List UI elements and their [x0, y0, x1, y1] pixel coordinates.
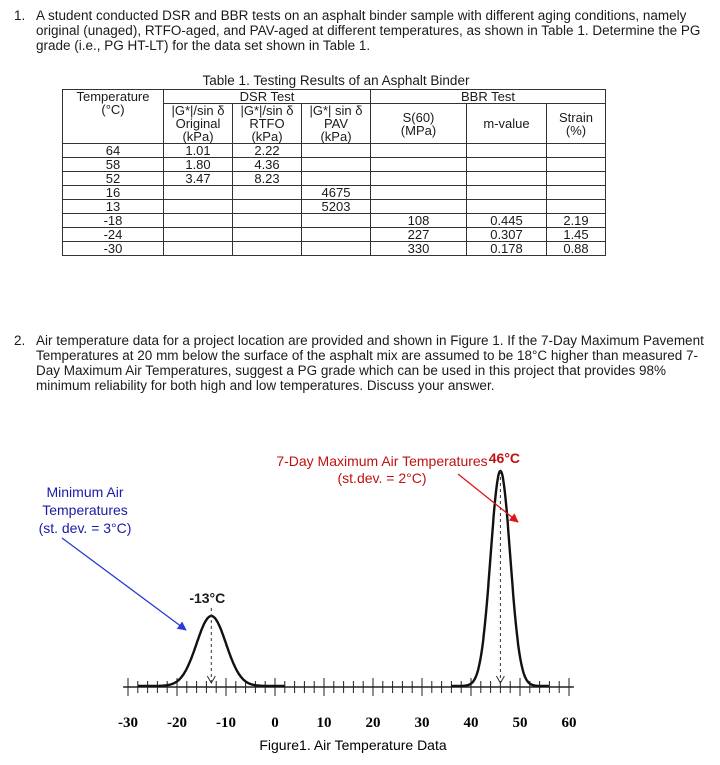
x-axis — [118, 678, 577, 731]
air-temperature-figure — [0, 410, 720, 762]
header-s60-l2: (MPa) — [400, 122, 437, 138]
min-series-arrow — [62, 538, 186, 630]
question-number: 2. — [14, 333, 26, 348]
table-row — [63, 158, 606, 172]
max-series-arrow — [458, 474, 518, 522]
question-number: 1. — [14, 8, 26, 23]
cell-s60: 330 — [371, 242, 467, 256]
header-strain-l2: (%) — [565, 122, 587, 138]
min-series-label: (st. dev. = 3°C) — [38, 520, 132, 536]
annotations — [39, 450, 520, 630]
min-series-label: Minimum Air — [46, 484, 124, 500]
table-caption-text: Table 1. Testing Results of an Asphalt Binder — [202, 73, 470, 88]
cell-original — [164, 228, 233, 242]
x-tick-label: -30 — [118, 715, 138, 731]
header-pav-l2: PAV — [323, 116, 349, 131]
table-header-row — [63, 90, 606, 104]
header-rtfo-l2: RTFO — [249, 116, 285, 131]
header-original-l1: |G*|/sin δ — [171, 103, 225, 118]
cell-s60: 108 — [371, 214, 467, 228]
header-temperature — [63, 90, 164, 144]
cell-m — [467, 144, 547, 158]
cell-strain — [547, 200, 606, 214]
results-table — [62, 89, 606, 256]
min-peak-label: -13°C — [189, 590, 226, 606]
table-row — [63, 144, 606, 158]
max-peak-label: 46°C — [488, 450, 521, 466]
question-text: A student conducted DSR and BBR tests on an asphalt binder sample with different aging conditions, namely original (unaged), RTFO-aged, and PAV-aged at different temperatures, as shown in Table 1. Determine the PG grade (i.e., PG HT-LT) for the data set shown in Table 1. — [36, 8, 701, 53]
cell-s60: 227 — [371, 228, 467, 242]
cell-pav — [302, 144, 371, 158]
header-pav-l1: |G*| sin δ — [309, 103, 363, 118]
cell-m: 0.178 — [467, 242, 547, 256]
cell-s60 — [371, 158, 467, 172]
cell-original — [164, 186, 233, 200]
header-strain — [547, 104, 606, 144]
cell-original: 1.80 — [164, 158, 233, 172]
cell-temp: -30 — [63, 242, 164, 256]
header-rtfo — [233, 104, 302, 144]
header-rtfo-l3: (kPa) — [251, 129, 283, 144]
table-row — [63, 186, 606, 200]
table-row — [63, 228, 606, 242]
cell-rtfo — [233, 186, 302, 200]
cell-original: 1.01 — [164, 144, 233, 158]
header-strain-l1: Strain — [559, 109, 593, 125]
header-pav — [302, 104, 371, 144]
header-s60 — [371, 104, 467, 144]
header-pav-l3: (kPa) — [320, 129, 352, 144]
min-series-label: Temperatures — [42, 502, 128, 518]
cell-pav — [302, 172, 371, 186]
cell-pav: 5203 — [302, 200, 371, 214]
cell-strain — [547, 144, 606, 158]
x-tick-label: 0 — [271, 715, 279, 731]
cell-original — [164, 242, 233, 256]
cell-strain: 0.88 — [547, 242, 606, 256]
cell-s60 — [371, 144, 467, 158]
header-original — [164, 104, 233, 144]
x-tick-label: 50 — [512, 715, 528, 731]
header-original-l3: (kPa) — [182, 129, 214, 144]
cell-rtfo: 2.22 — [233, 144, 302, 158]
x-tick-label: -20 — [167, 715, 187, 731]
x-tick-label: 10 — [316, 715, 332, 731]
cell-temp: -18 — [63, 214, 164, 228]
cell-pav — [302, 228, 371, 242]
cell-strain — [547, 158, 606, 172]
header-rtfo-l1: |G*|/sin δ — [240, 103, 294, 118]
cell-rtfo: 4.36 — [233, 158, 302, 172]
cell-pav — [302, 158, 371, 172]
header-s60-l1: S(60) — [402, 109, 435, 125]
table-caption — [0, 73, 720, 88]
max-series-label: 7-Day Maximum Air Temperatures — [276, 453, 488, 469]
cell-temp: 52 — [63, 172, 164, 186]
cell-rtfo — [233, 242, 302, 256]
figure-caption: Figure1. Air Temperature Data — [259, 737, 447, 753]
cell-temp: -24 — [63, 228, 164, 242]
cell-rtfo — [233, 228, 302, 242]
header-temperature-label: Temperature — [76, 89, 150, 104]
cell-temp: 16 — [63, 186, 164, 200]
cell-strain: 1.45 — [547, 228, 606, 242]
cell-strain: 2.19 — [547, 214, 606, 228]
cell-m: 0.445 — [467, 214, 547, 228]
cell-rtfo — [233, 200, 302, 214]
distribution-curves — [138, 471, 549, 686]
table-row — [63, 214, 606, 228]
header-temperature-unit: (°C) — [101, 102, 125, 117]
cell-strain — [547, 186, 606, 200]
cell-strain — [547, 172, 606, 186]
x-tick-label: 20 — [365, 715, 381, 731]
table-row — [63, 172, 606, 186]
max-series-label: (st.dev. = 2°C) — [337, 470, 427, 486]
cell-rtfo: 8.23 — [233, 172, 302, 186]
header-dsr: DSR Test — [164, 90, 371, 104]
cell-m — [467, 172, 547, 186]
table-row — [63, 200, 606, 214]
cell-m: 0.307 — [467, 228, 547, 242]
cell-s60 — [371, 200, 467, 214]
cell-original: 3.47 — [164, 172, 233, 186]
cell-s60 — [371, 172, 467, 186]
question-text: Air temperature data for a project location are provided and shown in Figure 1. If the 7-Day Maximum Pavement Temperatures at 20 mm below the surface of the asphalt mix are assumed to be 18°C higher than measured 7-Day Maximum Air Temperatures, suggest a PG grade which can be used in this project that provides 98% minimum reliability for both high and low temperatures. Discuss your answer. — [36, 333, 704, 393]
x-tick-label: 30 — [414, 715, 430, 731]
cell-rtfo — [233, 214, 302, 228]
cell-temp: 58 — [63, 158, 164, 172]
header-bbr: BBR Test — [371, 90, 606, 104]
cell-m — [467, 200, 547, 214]
cell-temp: 64 — [63, 144, 164, 158]
cell-s60 — [371, 186, 467, 200]
cell-pav — [302, 214, 371, 228]
cell-temp: 13 — [63, 200, 164, 214]
x-tick-label: 40 — [463, 715, 479, 731]
cell-m — [467, 186, 547, 200]
cell-pav — [302, 242, 371, 256]
cell-original — [164, 200, 233, 214]
cell-m — [467, 158, 547, 172]
cell-pav: 4675 — [302, 186, 371, 200]
x-tick-label: -10 — [216, 715, 236, 731]
table-row — [63, 242, 606, 256]
header-mvalue: m-value — [467, 104, 547, 144]
header-original-l2: Original — [175, 116, 221, 131]
cell-original — [164, 214, 233, 228]
x-tick-label: 60 — [561, 715, 577, 731]
